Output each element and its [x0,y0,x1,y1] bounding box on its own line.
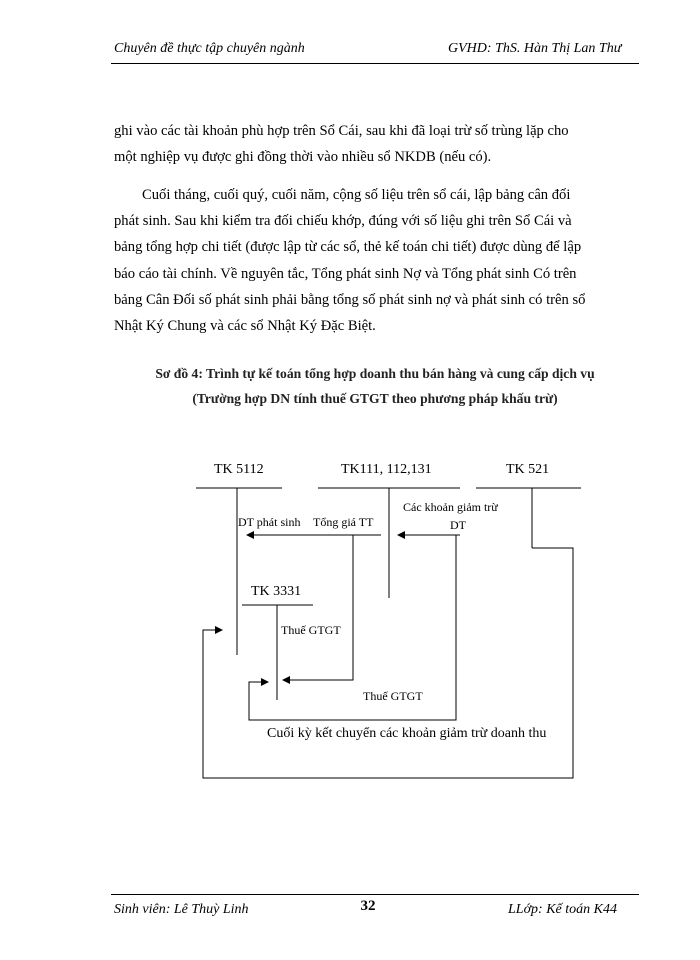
label-cuoi-ky: Cuối kỳ kết chuyển các khoản giảm trừ doanh thu [267,726,547,741]
label-dt-phat-sinh: DT phát sinh [238,515,301,529]
label-thue-gtgt-1: Thuế GTGT [281,623,341,637]
footer-rule [111,894,639,895]
label-thue-gtgt-2: Thuế GTGT [363,689,423,703]
account-tk3331-label: TK 3331 [251,584,302,599]
header-right: GVHD: ThS. Hàn Thị Lan Thư [448,41,622,56]
paragraph-2-line: bảng Cân Đối số phát sinh phải bằng tổng số phát sinh nợ và phát sinh có trên sổ [114,291,586,308]
paragraph-1-line: một nghiệp vụ được ghi đồng thời vào nhiều sổ NKDB (nếu có). [114,149,492,166]
diagram-caption-line2: (Trường hợp DN tính thuế GTGT theo phương pháp khấu trừ) [192,391,558,406]
paragraph-2-line: phát sinh. Sau khi kiểm tra đối chiếu khớp, đúng với số liệu ghi trên Sổ Cái và [114,213,572,230]
account-tk111-label: TK111, 112,131 [341,462,432,477]
account-tk5112-label: TK 5112 [214,462,264,477]
account-tk521-label: TK 521 [506,462,550,477]
paragraph-2-line: báo cáo tài chính. Về nguyên tắc, Tổng phát sinh Nợ và Tổng phát sinh Có trên [114,265,577,282]
footer-left: Sinh viên: Lê Thuỳ Linh [114,902,249,917]
paragraph-2-line: bảng tổng hợp chi tiết (được lập từ các sổ, thẻ kế toán chi tiết) được dùng để lập [114,239,582,256]
label-cac-khoan-giam-tru: Các khoản giảm trừ [403,500,498,514]
paragraph-2-line: Cuối tháng, cuối quý, cuối năm, cộng số liệu trên sổ cái, lập bảng cân đối [142,187,571,203]
label-dt: DT [450,518,466,532]
page-number: 32 [360,898,376,914]
label-tong-gia-tt: Tổng giá TT [313,515,374,529]
arrow-vat [283,535,353,680]
diagram-caption-line1: Sơ đồ 4: Trình tự kế toán tổng hợp doanh thu bán hàng và cung cấp dịch vụ [155,366,595,381]
header-left: Chuyên đề thực tập chuyên ngành [114,41,305,56]
paragraph-2-line: Nhật Ký Chung và các sổ Nhật Ký Đặc Biệt. [114,317,376,334]
arrow-year-end-transfer [203,548,573,778]
paragraph-1-line: ghi vào các tài khoản phù hợp trên Sổ Cái, sau khi đã loại trừ số trùng lặp cho [114,123,569,139]
footer-right: LLớp: Kế toán K44 [508,902,617,917]
